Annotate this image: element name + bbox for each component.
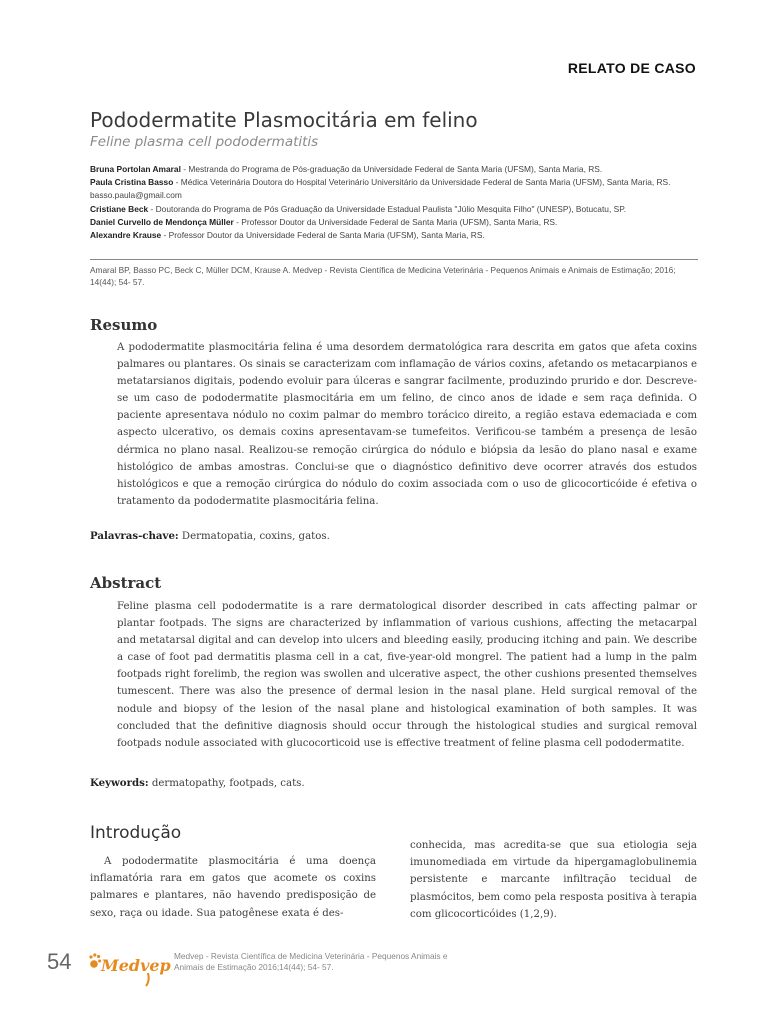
keywords-label: Keywords: [90, 777, 149, 789]
abstract-text: Feline plasma cell pododermatite is a rare dermatological disorder described in cats affecting palmar or plantar footpads. The signs are characterized by inflammation of various cushions, affecting the metacarpal and metatarsal digital and can develop into ulcers and bleeding easily, producing itching and pain. We describe a case of foot pad dermatitis plasma cell in a cat, five-year-old mongrel. The patient had a lump in the palm footpads right forelimb, the region was swollen and ulcerative aspect, the other cushions presented themselves tumescent. There was also the presence of dermal lesion in the nasal plane. Held surgical removal of the nodule and biopsy of the lesion of the nasal plane and histological examination of both samples. It was concluded that the definitive diagnosis should occur through the histological studies and surgical removal footpads nodule associated with glucocorticoid use is effective treatment of feline plasma cell pododermatite. [117, 601, 697, 749]
citation: Amaral BP, Basso PC, Beck C, Müller DCM, Krause A. Medvep - Revista Científica de Medicina Veterinária - Pequenos Animais e Animais de Estimação; 2016; 14(44); 54- 57. [90, 259, 698, 288]
author-entry [90, 176, 702, 202]
introducao-column-left: A pododermatite plasmocitária é uma doença inflamatória rara em gatos que acomete os coxins palmares e plantares, não havendo predisposição de sexo, raça ou idade. Sua patogênese exata é des- [90, 856, 376, 919]
author-affiliation: - Professor Doutor da Universidade Federal de Santa Maria (UFSM), Santa Maria, RS. [161, 230, 485, 241]
author-name: Cristiane Beck [90, 203, 149, 214]
resumo-keywords [90, 530, 330, 542]
author-entry [90, 203, 702, 216]
author-list [90, 163, 702, 242]
author-entry [90, 163, 702, 176]
author-name: Bruna Portolan Amaral [90, 164, 181, 174]
abstract-keywords [90, 777, 305, 789]
keywords-label: Palavras-chave: [90, 530, 179, 542]
section-label: RELATO DE CASO [567, 60, 696, 76]
page-number: 54 [47, 949, 72, 974]
author-entry [90, 216, 702, 229]
paw-icon [89, 953, 101, 967]
logo-text: Medvep [101, 956, 171, 975]
author-affiliation: - Mestranda do Programa de Pós-graduação da Universidade Federal de Santa Maria (UFSM), Santa Maria, RS. [180, 164, 603, 174]
author-name: Alexandre Krause [90, 230, 162, 241]
author-name: Daniel Curvello de Mendonça Müller [90, 216, 234, 227]
resumo-text: A pododermatite plasmocitária felina é uma desordem dermatológica rara descrita em gatos que afeta coxins palmares ou plantares. Os sinais se caracterizam com inflamação de vários coxins, afetando os metacarpianos e metatarsianos digitais, podendo evoluir para úlceras e sangrar facilmente, produzindo prurido e dor. Descreve-se um caso de pododermatite plasmocitária em um felino, de cinco anos de idade e sem raça definida. O paciente apresentava nódulo no coxim palmar do membro torácico direito, a região estava edemaciada e com aspecto ulcerativo, os demais coxins apresentavam-se tumefeitos. Verificou-se também a presença de lesão dérmica no plano nasal. Realizou-se remoção cirúrgica do nódulo e biópsia da lesão do plano nasal e exame histológico de ambas amostras. Conclui-se que o diagnóstico definitivo deve ocorrer através dos estudos histológicos e que a remoção cirúrgica do nódulo do coxim associada com o uso de glicocorticóide é efetiva o tratamento da pododermatite plasmocitária felina. [117, 342, 697, 507]
abstract-heading: Abstract [90, 574, 162, 592]
author-name: Paula Cristina Basso [90, 177, 174, 188]
author-affiliation: - Médica Veterinária Doutora do Hospital Veterinário Universitário da Universidade Federal de Santa Maria (UFSM), Santa Maria, RS. basso.paula@gmail.com [90, 177, 671, 201]
author-entry [90, 229, 702, 242]
footer-journal: Medvep - Revista Científica de Medicina Veterinária - Pequenos Animais e Animais de Estimação 2016;14(44); 54- 57. [174, 951, 448, 972]
article-title: Pododermatite Plasmocitária em felino [90, 108, 478, 132]
author-affiliation: - Professor Doutor da Universidade Federal de Santa Maria (UFSM), Santa Maria, RS. [233, 216, 558, 227]
keywords-value: Dermatopatia, coxins, gatos. [178, 531, 330, 542]
keywords-value: dermatopathy, footpads, cats. [148, 778, 305, 789]
introducao-heading: Introdução [90, 823, 182, 843]
article-subtitle: Feline plasma cell pododermatitis [90, 134, 319, 150]
author-affiliation: - Doutoranda do Programa de Pós Graduação da Universidade Estadual Paulista "Júlio Mesquita Filho" (UNESP), Botucatu, SP. [148, 203, 627, 214]
medvep-logo [88, 947, 171, 987]
resumo-heading: Resumo [90, 316, 158, 334]
introducao-column-right: conhecida, mas acredita-se que sua etiologia seja imunomediada em virtude da hipergamaglobulinemia persistente e marcante infiltração tecidual de plasmócitos, bem como pela resposta positiva à terapia com glicocorticóides (1,2,9). [410, 840, 697, 920]
